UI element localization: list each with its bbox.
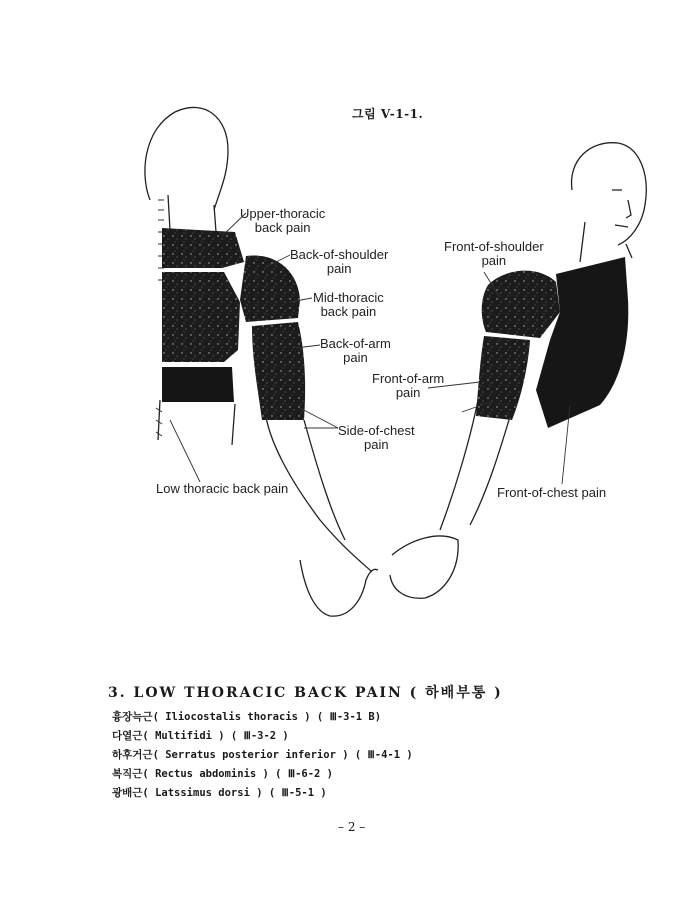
back-of-shoulder-label: Back-of-shoulder pain bbox=[290, 247, 389, 276]
back-torso-side bbox=[158, 400, 235, 445]
upper-thoracic-label: Upper-thoracic back pain bbox=[240, 206, 326, 235]
side-of-chest-label: Side-of-chest pain bbox=[338, 423, 415, 452]
muscle-item: 복직근( Rectus abdominis ) ( Ⅲ-6-2 ) bbox=[112, 768, 333, 780]
back-neck-outline bbox=[168, 195, 216, 232]
muscle-item: 다열근( Multifidi ) ( Ⅲ-3-2 ) bbox=[112, 730, 289, 742]
section-title: LOW THORACIC BACK PAIN bbox=[133, 685, 403, 701]
upper-thoracic-zone bbox=[162, 228, 244, 268]
front-arm-outline bbox=[440, 400, 512, 530]
back-head-outline bbox=[145, 107, 228, 210]
front-of-shoulder-label: Front-of-shoulder pain bbox=[444, 239, 544, 268]
back-hand-outline bbox=[300, 560, 378, 616]
mid-thoracic-label: Mid-thoracic back pain bbox=[313, 290, 384, 319]
back-of-arm-label: Back-of-arm pain bbox=[320, 336, 391, 365]
muscle-section bbox=[108, 682, 503, 803]
low-thoracic-zone bbox=[162, 367, 234, 402]
section-number: 3. bbox=[108, 685, 127, 701]
page-number: – 2 – bbox=[338, 820, 366, 834]
muscle-item: 흉장늑근( Iliocostalis thoracis ) ( Ⅲ-3-1 B) bbox=[112, 711, 382, 723]
mid-thoracic-zone bbox=[162, 272, 240, 362]
muscle-item: 하후거근( Serratus posterior inferior ) ( Ⅲ-4-1 ) bbox=[112, 749, 413, 761]
muscle-item: 광배근( Latssimus dorsi ) ( Ⅲ-5-1 ) bbox=[112, 787, 327, 799]
front-of-shoulder-zone bbox=[482, 271, 560, 338]
section-title-korean: ( 하배부통 ) bbox=[409, 685, 503, 701]
front-of-chest-label: Front-of-chest pain bbox=[497, 485, 607, 500]
front-head-outline bbox=[572, 143, 647, 245]
figure-title: 그림 V-1-1. bbox=[352, 107, 424, 121]
back-of-arm-zone bbox=[252, 322, 305, 420]
section-heading bbox=[108, 682, 503, 702]
front-face-features bbox=[612, 190, 631, 227]
front-of-arm-zone bbox=[476, 336, 530, 420]
front-of-arm-label: Front-of-arm pain bbox=[372, 371, 445, 400]
front-hand-outline bbox=[390, 536, 458, 598]
low-thoracic-label: Low thoracic back pain bbox=[156, 481, 289, 496]
